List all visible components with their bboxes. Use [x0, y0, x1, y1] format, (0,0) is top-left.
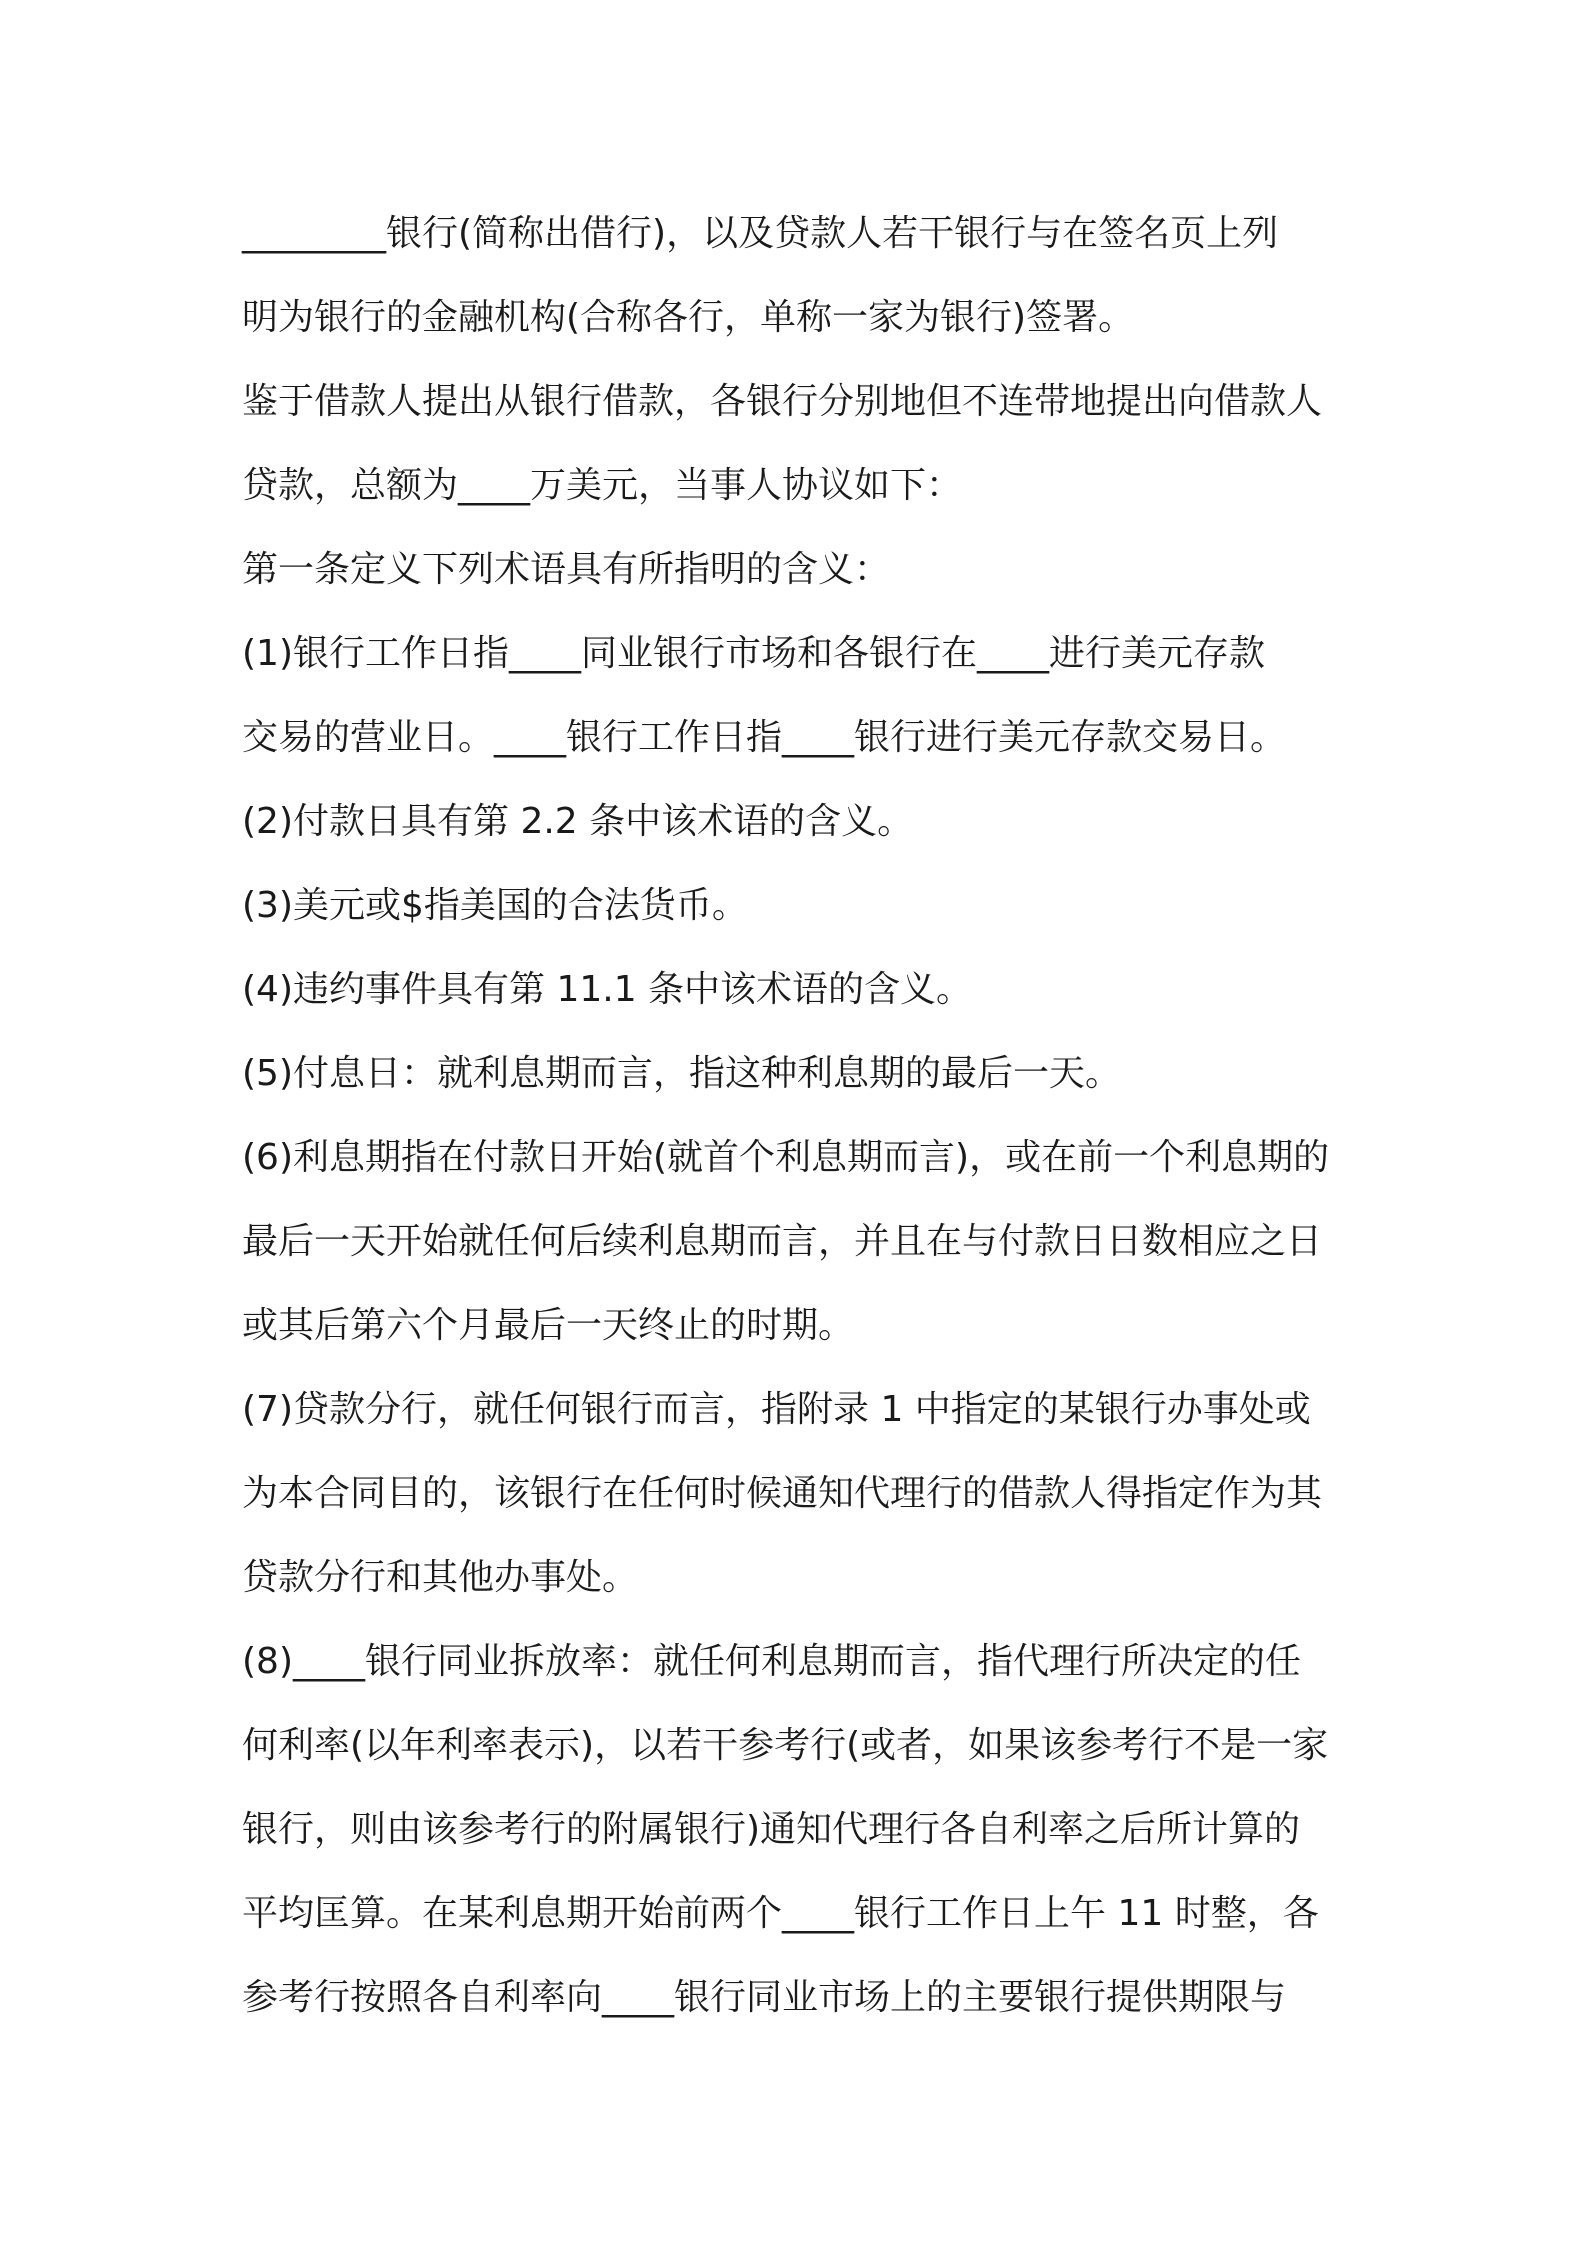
text-line: 贷款分行和其他办事处。 — [242, 1557, 639, 1598]
text-line: 贷款，总额为____万美元，当事人协议如下： — [242, 465, 963, 506]
text-line: 明为银行的金融机构(合称各行，单称一家为银行)签署。 — [242, 297, 1135, 338]
text-line: (2)付款日具有第 2.2 条中该术语的含义。 — [242, 801, 914, 842]
text-line: (1)银行工作日指____同业银行市场和各银行在____进行美元存款 — [242, 633, 1265, 674]
text-line: ________银行(简称出借行)，以及贷款人若干银行与在签名页上列 — [242, 213, 1279, 254]
text-line: 平均匡算。在某利息期开始前两个____银行工作日上午 11 时整，各 — [242, 1893, 1319, 1934]
text-line: (6)利息期指在付款日开始(就首个利息期而言)，或在前一个利息期的 — [242, 1137, 1330, 1178]
text-line: 鉴于借款人提出从银行借款，各银行分别地但不连带地提出向借款人 — [242, 381, 1323, 422]
document-body — [242, 205, 1357, 2053]
text-line: 交易的营业日。____银行工作日指____银行进行美元存款交易日。 — [242, 717, 1287, 758]
text-line: 何利率(以年利率表示)，以若干参考行(或者，如果该参考行不是一家 — [242, 1725, 1329, 1766]
text-line: (5)付息日：就利息期而言，指这种利息期的最后一天。 — [242, 1053, 1121, 1094]
text-line: 最后一天开始就任何后续利息期而言，并且在与付款日日数相应之日 — [242, 1221, 1323, 1262]
text-line: 或其后第六个月最后一天终止的时期。 — [242, 1305, 855, 1346]
text-line: (4)违约事件具有第 11.1 条中该术语的含义。 — [242, 969, 973, 1010]
text-line: 为本合同目的，该银行在任何时候通知代理行的借款人得指定作为其 — [242, 1473, 1323, 1514]
text-line: (8)____银行同业拆放率：就任何利息期而言，指代理行所决定的任 — [242, 1641, 1301, 1682]
text-line: (7)贷款分行，就任何银行而言，指附录 1 中指定的某银行办事处或 — [242, 1389, 1311, 1430]
text-line: 第一条定义下列术语具有所指明的含义： — [242, 549, 891, 590]
text-line: (3)美元或$指美国的合法货币。 — [242, 885, 748, 926]
text-line: 参考行按照各自利率向____银行同业市场上的主要银行提供期限与 — [242, 1977, 1287, 2018]
text-line: 银行，则由该参考行的附属银行)通知代理行各自利率之后所计算的 — [242, 1809, 1301, 1850]
